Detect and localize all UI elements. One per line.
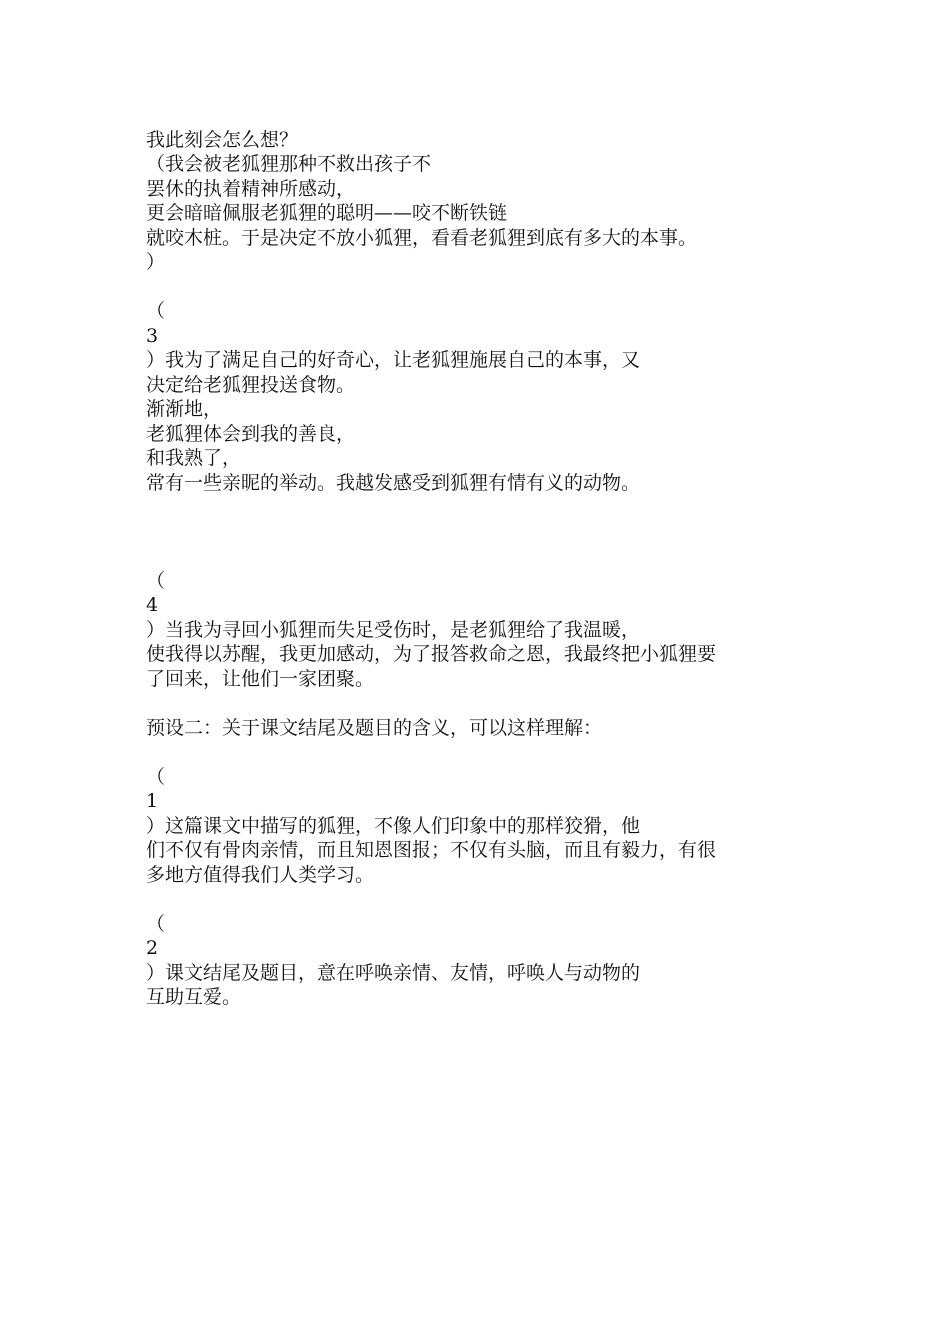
text-line: （: [146, 766, 166, 788]
text-line: ）我为了满足自己的好奇心，让老狐狸施展自己的本事，又: [146, 349, 641, 371]
text-line: 多地方值得我们人类学习。: [146, 864, 375, 886]
text-line: ）: [146, 251, 166, 273]
text-line: 了回来，让他们一家团聚。: [146, 668, 375, 690]
text-line: 我此刻会怎么想？: [146, 129, 299, 151]
text-line: （: [146, 913, 166, 935]
text-line: 常有一些亲昵的举动。我越发感受到狐狸有情有义的动物。: [146, 472, 641, 494]
text-line: 2: [146, 937, 159, 959]
text-line: 渐渐地，: [146, 398, 223, 420]
text-line: 互助互爱。: [146, 986, 242, 1008]
text-line: ）课文结尾及题目，意在呼唤亲情、友情，呼唤人与动物的: [146, 962, 641, 984]
text-line: 1: [146, 790, 159, 812]
text-line: 老狐狸体会到我的善良，: [146, 423, 356, 445]
text-line: 决定给老狐狸投送食物。: [146, 374, 356, 396]
text-line: 罢休的执着精神所感动，: [146, 178, 356, 200]
text-line: ）当我为寻回小狐狸而失足受伤时，是老狐狸给了我温暖，: [146, 619, 641, 641]
text-line: 和我熟了，: [146, 447, 242, 469]
text-line: 们不仅有骨肉亲情，而且知恩图报；不仅有头脑，而且有毅力，有很: [146, 839, 717, 861]
text-line: 就咬木桩。于是决定不放小狐狸，看看老狐狸到底有多大的本事。: [146, 227, 698, 249]
text-line: （: [146, 570, 166, 592]
text-line: 使我得以苏醒，我更加感动，为了报答救命之恩，我最终把小狐狸要: [146, 643, 717, 665]
text-line: 更会暗暗佩服老狐狸的聪明——咬不断铁链: [146, 202, 508, 224]
text-line: 预设二：关于课文结尾及题目的含义，可以这样理解：: [146, 717, 603, 739]
text-line: ）这篇课文中描写的狐狸，不像人们印象中的那样狡猾，他: [146, 815, 641, 837]
text-line: （我会被老狐狸那种不救出孩子不: [146, 153, 432, 175]
text-line: （: [146, 300, 166, 322]
text-line: 3: [146, 325, 159, 347]
text-line: 4: [146, 594, 159, 616]
